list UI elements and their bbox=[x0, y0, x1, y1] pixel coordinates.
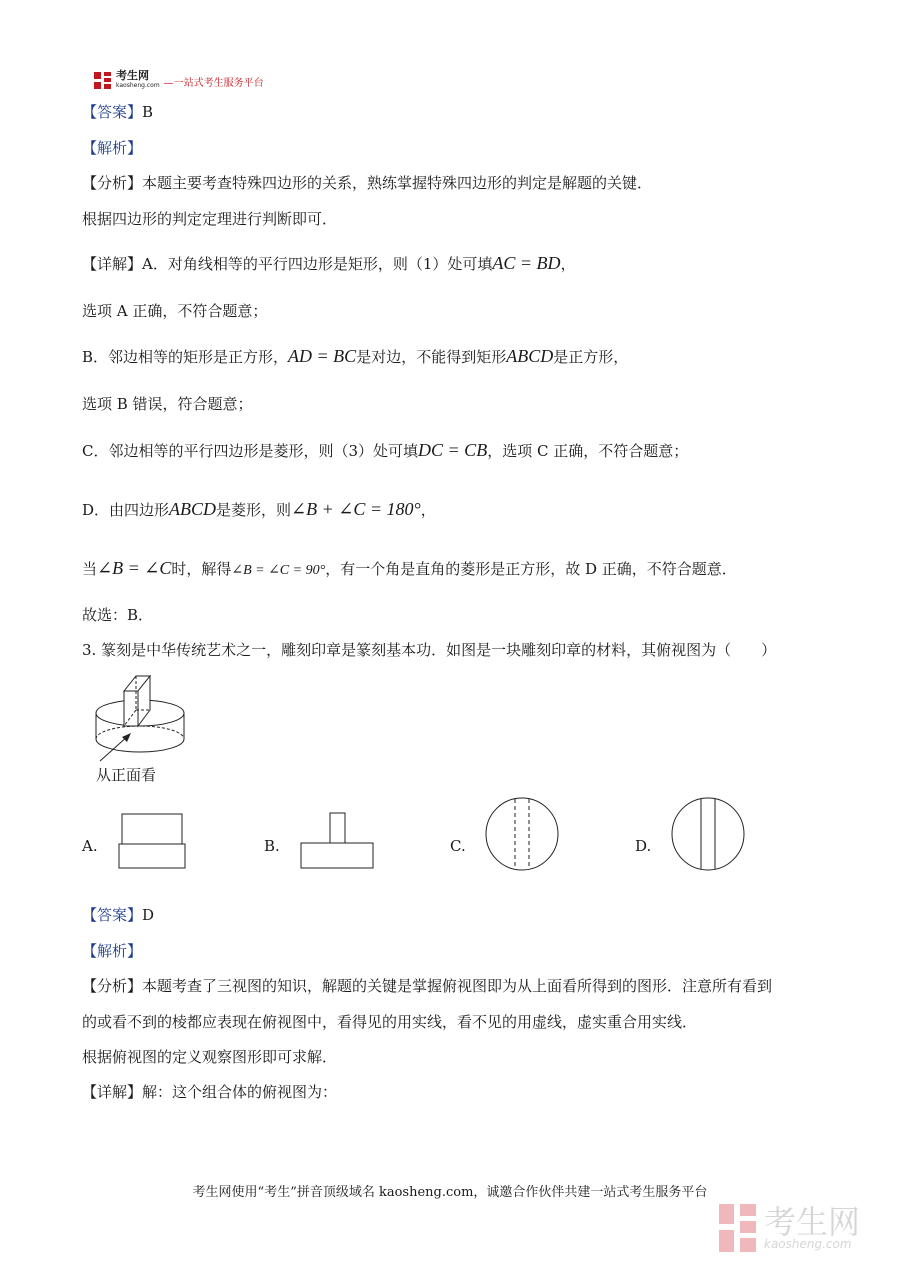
option-a-figure bbox=[118, 813, 186, 869]
answer-tag: 【答案】 bbox=[82, 906, 143, 924]
cylinder-bottom-front bbox=[96, 739, 184, 752]
fenxi-tag: 【分析】 bbox=[82, 174, 143, 192]
q2-detail-a2: 选项 A 正确，不符合题意； bbox=[82, 302, 268, 320]
seal-3d-figure bbox=[88, 668, 198, 764]
detail-tag: 【详解】 bbox=[82, 1083, 143, 1101]
q2-detail-c bbox=[82, 440, 688, 461]
d1-mid: 是菱形，则 bbox=[216, 501, 292, 519]
d1-post: ， bbox=[420, 501, 436, 519]
q3-fenxi-3: 根据俯视图的定义观察图形即可求解． bbox=[82, 1048, 338, 1066]
watermark-logo-icon bbox=[718, 1202, 758, 1254]
answer-value: D bbox=[142, 906, 155, 924]
page-footer: 考生网使用“考生”拼音顶级域名 kaosheng.com，诚邀合作伙伴共建一站式考生服务平台 bbox=[192, 1185, 708, 1200]
option-b-label: B. bbox=[264, 837, 280, 855]
b1-mid: 是对边，不能得到矩形 bbox=[356, 348, 507, 366]
math-b-eq-c: ∠B = ∠C bbox=[97, 558, 172, 578]
q2-fenxi-2: 根据四边形的判定定理进行判断即可． bbox=[82, 210, 338, 228]
option-d-label: D. bbox=[635, 837, 652, 855]
q2-choice: 故选：B． bbox=[82, 606, 154, 624]
q2-detail-d2 bbox=[82, 558, 737, 581]
logo-tagline: —一站式考生服务平台 bbox=[163, 77, 264, 89]
q2-detail-d1 bbox=[82, 499, 436, 520]
q2-detail-b1 bbox=[82, 346, 628, 367]
q2-detail-b2: 选项 B 错误，符合题意； bbox=[82, 395, 253, 413]
q3-detail bbox=[82, 1082, 337, 1102]
answer-tag: 【答案】 bbox=[82, 103, 143, 121]
watermark-name: 考生网 bbox=[764, 1203, 861, 1241]
d2-text: 当 bbox=[82, 560, 98, 578]
detail-text: 解：这个组合体的俯视图为： bbox=[142, 1083, 338, 1101]
c-post: ，选项 C 正确，不符合题意； bbox=[487, 442, 689, 460]
fenxi-text-1: 本题考查了三视图的知识，解题的关键是掌握俯视图即为从上面看所得到的图形．注意所有看到 bbox=[142, 977, 773, 995]
c-text: C．邻边相等的平行四边形是菱形，则（3）处可填 bbox=[82, 442, 419, 460]
option-c-label: C. bbox=[450, 837, 466, 855]
cylinder-bottom-back bbox=[96, 726, 184, 739]
header-logo bbox=[93, 71, 264, 91]
q3-stem: 3. 篆刻是中华传统艺术之一，雕刻印章是篆刻基本功．如图是一块雕刻印章的材料，其俯视图为（ ） bbox=[82, 641, 777, 659]
fenxi-text: 本题主要考查特殊四边形的关系，熟练掌握特殊四边形的判定是解题的关键． bbox=[142, 174, 653, 192]
option-c-figure bbox=[484, 796, 560, 872]
kaosheng-logo-icon bbox=[93, 71, 113, 91]
fenxi-tag: 【分析】 bbox=[82, 977, 143, 995]
math-dc-cb: DC = CB bbox=[418, 440, 488, 460]
d2-post: ，有一个角是直角的菱形是正方形，故 D 正确，不符合题意． bbox=[325, 560, 737, 578]
watermark-domain: kaosheng.com bbox=[764, 1237, 852, 1251]
math-abcd: ABCD bbox=[506, 346, 554, 366]
option-b-figure bbox=[300, 812, 374, 870]
a1-text: A．对角线相等的平行四边形是矩形，则（1）处可填 bbox=[142, 255, 493, 273]
math-ac-bd: AC = BD bbox=[492, 253, 561, 273]
answer-value: B bbox=[142, 103, 154, 121]
logo-domain: kaosheng.com bbox=[116, 82, 160, 89]
q2-detail-a1 bbox=[82, 253, 576, 274]
a1-post: ， bbox=[560, 255, 576, 273]
b1-text: B．邻边相等的矩形是正方形， bbox=[82, 348, 289, 366]
option-d-figure bbox=[670, 796, 746, 872]
q3-fenxi-2: 的或看不到的棱都应表现在俯视图中，看得见的用实线，看不见的用虚线，虚实重合用实线． bbox=[82, 1013, 698, 1031]
view-arrow bbox=[100, 736, 128, 761]
option-a-label: A. bbox=[82, 837, 98, 855]
d2-mid: 时，解得 bbox=[171, 560, 232, 578]
math-angle-sum: ∠B + ∠C = 180° bbox=[291, 499, 421, 519]
logo-name: 考生网 bbox=[116, 69, 149, 82]
math-abcd-2: ABCD bbox=[169, 499, 217, 519]
q2-answer-line bbox=[82, 102, 153, 122]
q2-fenxi bbox=[82, 173, 652, 193]
q2-analysis-tag: 【解析】 bbox=[82, 139, 143, 157]
d1-text: D．由四边形 bbox=[82, 501, 170, 519]
watermark bbox=[718, 1202, 860, 1254]
q3-answer-line bbox=[82, 905, 154, 925]
detail-tag: 【详解】 bbox=[82, 255, 143, 273]
q3-fenxi-1 bbox=[82, 976, 772, 996]
figure-caption: 从正面看 bbox=[96, 766, 157, 784]
q3-analysis-tag: 【解析】 bbox=[82, 942, 143, 960]
math-ad-bc: AD = BC bbox=[288, 346, 357, 366]
b1-post: 是正方形， bbox=[553, 348, 629, 366]
math-90: ∠B = ∠C = 90° bbox=[231, 563, 326, 578]
